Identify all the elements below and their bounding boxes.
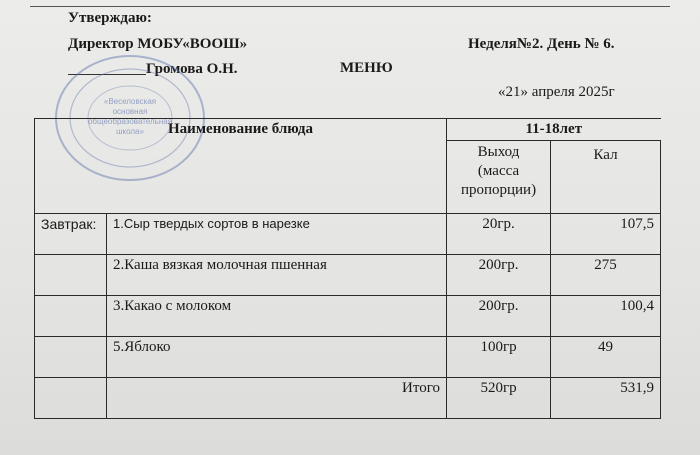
dish-name: 5.Яблоко <box>107 337 447 378</box>
dish-output: 200гр. <box>447 255 551 296</box>
svg-text:«Веселовская: «Веселовская <box>103 97 157 106</box>
signer-name: Громова О.Н. <box>146 61 238 77</box>
dish-kcal: 275 <box>551 255 661 296</box>
col-output-line: (масса <box>477 163 520 179</box>
col-output-line: пропорции) <box>460 182 537 198</box>
total-output: 520гр <box>447 378 551 419</box>
table-row <box>35 255 661 296</box>
meal-cell-empty <box>35 337 107 378</box>
menu-date: «21» апреля 2025г <box>498 84 615 100</box>
table-header-row <box>35 119 661 141</box>
dish-name: 3.Какао с молоком <box>107 296 447 337</box>
col-kcal-header: Кал <box>551 141 661 214</box>
col-output-line: Выход <box>477 144 520 160</box>
dish-output: 200гр. <box>447 296 551 337</box>
page-title: МЕНЮ <box>340 60 393 76</box>
col-output-header <box>447 141 551 214</box>
total-label: Итого <box>107 378 447 419</box>
dish-output: 100гр <box>447 337 551 378</box>
col-dish-header: Наименование блюда <box>35 119 447 214</box>
top-rule <box>30 6 670 7</box>
dish-output: 20гр. <box>447 214 551 255</box>
dish-name: 1.Сыр твердых сортов в нарезке <box>107 214 447 255</box>
approve-label: Утверждаю: <box>68 10 152 26</box>
meal-cell-empty <box>35 255 107 296</box>
table-row <box>35 214 661 255</box>
total-row <box>35 378 661 419</box>
signature-blank <box>68 60 146 75</box>
table-row <box>35 296 661 337</box>
table-row <box>35 337 661 378</box>
col-age-header: 11-18лет <box>447 119 661 141</box>
dish-name: 2.Каша вязкая молочная пшенная <box>107 255 447 296</box>
meal-label: Завтрак: <box>35 214 107 255</box>
meal-cell-empty <box>35 378 107 419</box>
svg-text:основная: основная <box>112 107 148 116</box>
meal-cell-empty <box>35 296 107 337</box>
menu-table <box>34 118 661 419</box>
dish-kcal: 107,5 <box>551 214 661 255</box>
signature-line <box>68 60 238 78</box>
dish-kcal: 49 <box>551 337 661 378</box>
dish-kcal: 100,4 <box>551 296 661 337</box>
svg-text:общеобразовательная: общеобразовательная <box>87 117 173 126</box>
week-day-label: Неделя№2. День № 6. <box>468 36 615 52</box>
svg-text:школа»: школа» <box>116 127 144 136</box>
director-label: Директор МОБУ«ВООШ» <box>68 36 248 52</box>
total-kcal: 531,9 <box>551 378 661 419</box>
